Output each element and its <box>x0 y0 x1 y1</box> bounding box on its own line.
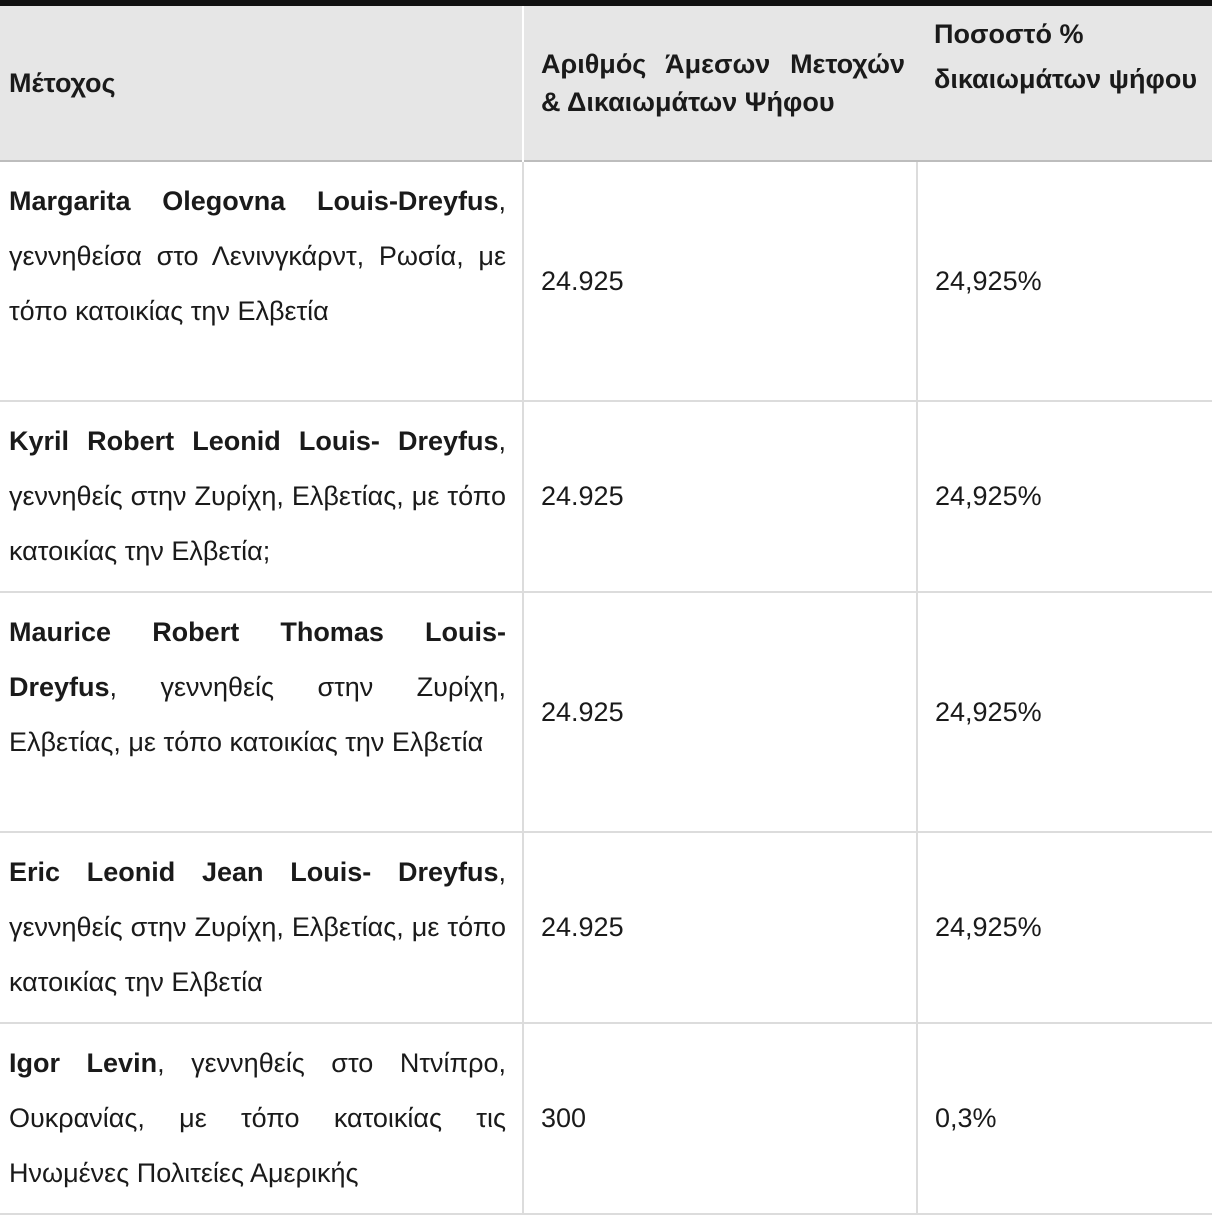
shareholder-details: , γεννηθείς στην Ζυρίχη, Ελβετίας, με τόπο κατοικίας την Ελβετία <box>9 672 506 757</box>
percent-cell: 0,3% <box>917 1023 1212 1214</box>
table-row <box>0 401 1212 592</box>
shareholder-name: Eric Leonid Jean Louis- Dreyfus <box>9 857 499 887</box>
header-percent-line1: Ποσοστό % <box>934 19 1084 49</box>
table-row <box>0 832 1212 1023</box>
percent-cell: 24,925% <box>917 401 1212 592</box>
shares-cell: 24.925 <box>523 832 917 1023</box>
shares-cell: 24.925 <box>523 592 917 832</box>
shares-cell: 24.925 <box>523 161 917 401</box>
table-header <box>0 6 1212 161</box>
shareholder-cell <box>0 592 523 832</box>
header-shares: Αριθμός Άμεσων Μετοχών & Δικαιωμάτων Ψήφου <box>523 6 917 161</box>
header-row <box>0 6 1212 161</box>
shares-cell: 300 <box>523 1023 917 1214</box>
shareholder-details: , γεννηθείς στο Ντνίπρο, Ουκρανίας, με τόπο κατοικίας τις Ηνωμένες Πολιτείες Αμερικής <box>9 1048 506 1188</box>
shareholder-cell <box>0 1023 523 1214</box>
shareholder-name: Kyril Robert Leonid Louis- Dreyfus <box>9 426 499 456</box>
header-percent-line2: δικαιωμάτων ψήφου <box>934 64 1198 94</box>
header-shareholder: Μέτοχος <box>0 6 523 161</box>
shareholder-details: , γεννηθείς στην Ζυρίχη, Ελβετίας, με τόπο κατοικίας την Ελβετία; <box>9 426 506 566</box>
shareholder-cell <box>0 401 523 592</box>
percent-cell: 24,925% <box>917 592 1212 832</box>
shareholder-details: , γεννηθείσα στο Λενινγκάρντ, Ρωσία, με τόπο κατοικίας την Ελβετία <box>9 186 506 326</box>
table-row <box>0 161 1212 401</box>
shares-cell: 24.925 <box>523 401 917 592</box>
shareholder-name: Maurice Robert Thomas Louis-Dreyfus <box>9 617 506 702</box>
shareholder-name: Margarita Olegovna Louis-Dreyfus <box>9 186 499 216</box>
shareholder-cell <box>0 832 523 1023</box>
table-row <box>0 1023 1212 1214</box>
header-percent <box>917 6 1212 161</box>
table-row <box>0 592 1212 832</box>
shareholder-name: Igor Levin <box>9 1048 158 1078</box>
shareholder-cell <box>0 161 523 401</box>
percent-cell: 24,925% <box>917 832 1212 1023</box>
shareholder-details: , γεννηθείς στην Ζυρίχη, Ελβετίας, με τόπο κατοικίας την Ελβετία <box>9 857 506 997</box>
percent-cell: 24,925% <box>917 161 1212 401</box>
table-body <box>0 161 1212 1214</box>
shareholders-table <box>0 6 1212 1215</box>
